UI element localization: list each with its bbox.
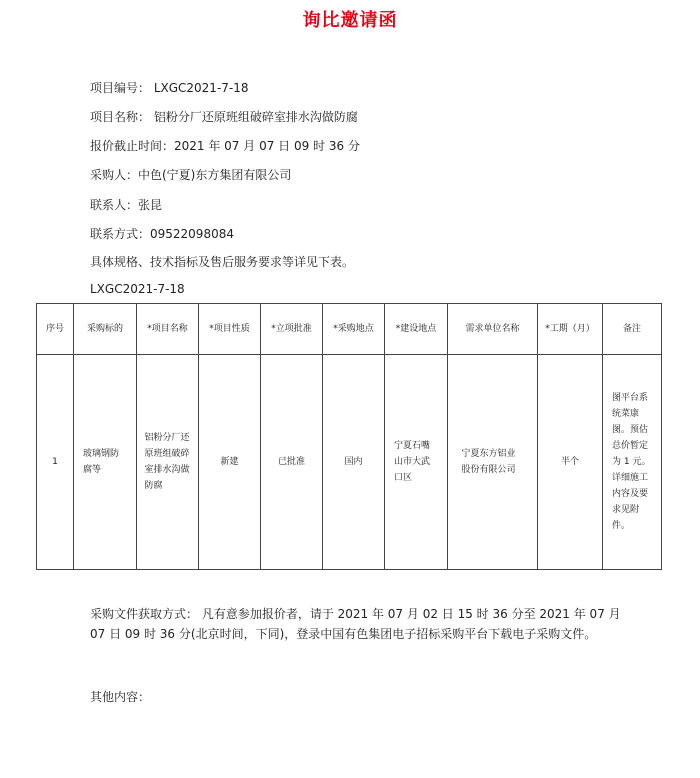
header-cell: 备注: [603, 304, 662, 355]
table-code: LXGC2021-7-18: [90, 282, 185, 296]
cell-demand-unit-text: 宁夏东方铝业股份有限公司: [461, 449, 516, 475]
header-cell: *立项批准: [261, 304, 323, 355]
header-cell: *建设地点: [385, 304, 448, 355]
table-header-row: [37, 304, 662, 355]
cell-duration: 半个: [538, 355, 603, 570]
header-cell: *项目性质: [199, 304, 261, 355]
header-cell: *采购地点: [323, 304, 385, 355]
procurement-table: [36, 303, 662, 570]
cell-index: 1: [37, 355, 74, 570]
cell-remark-text: 图平台系统菜康图。预估总价暂定为 1 元。详细施工内容及要求见附件。: [612, 393, 651, 531]
header-cell: 需求单位名称: [448, 304, 538, 355]
other-content-label: 其他内容：: [90, 690, 151, 704]
header-cell: *工期（月）: [538, 304, 603, 355]
header-cell: 序号: [37, 304, 74, 355]
project-name: 项目名称： 铝粉分厂还原班组破碎室排水沟做防腐: [90, 110, 358, 124]
contact-phone: 联系方式：09522098084: [90, 227, 234, 241]
cell-build-place: [385, 355, 448, 570]
cell-item: [74, 355, 137, 570]
header-cell: *项目名称: [137, 304, 199, 355]
contact-person: 联系人：张昆: [90, 198, 163, 212]
quote-deadline: 报价截止时间：2021 年 07 月 07 日 09 时 36 分: [90, 139, 360, 153]
cell-item-text: 玻璃钢防腐等: [83, 449, 120, 475]
document-acquisition-method: 采购文件获取方式： 凡有意参加报价者，请于 2021 年 07 月 02 日 15 时 36 分至 2021 年 07 月 07 日 09 时 36 分(北京时间，下同)，登录中国有色集团电子招标采购平台下载电子采购文件。: [90, 607, 621, 641]
table-row: [37, 355, 662, 570]
cell-project-name-text: 铝粉分厂还原班组破碎室排水沟做防腐: [144, 433, 190, 491]
cell-purchase-place: 国内: [323, 355, 385, 570]
header-cell: 采购标的: [74, 304, 137, 355]
spec-note: 具体规格、技术指标及售后服务要求等详见下表。: [90, 255, 355, 269]
cell-approval: 已批准: [261, 355, 323, 570]
cell-demand-unit: [448, 355, 538, 570]
cell-nature: 新建: [199, 355, 261, 570]
cell-remark: [603, 355, 662, 570]
project-number: 项目编号： LXGC2021-7-18: [90, 81, 249, 95]
cell-project-name: [137, 355, 199, 570]
purchaser: 采购人：中色(宁夏)东方集团有限公司: [90, 168, 292, 182]
cell-build-place-text: 宁夏石嘴山市大武口区: [394, 441, 431, 483]
document-title: 询比邀请函: [302, 10, 398, 31]
